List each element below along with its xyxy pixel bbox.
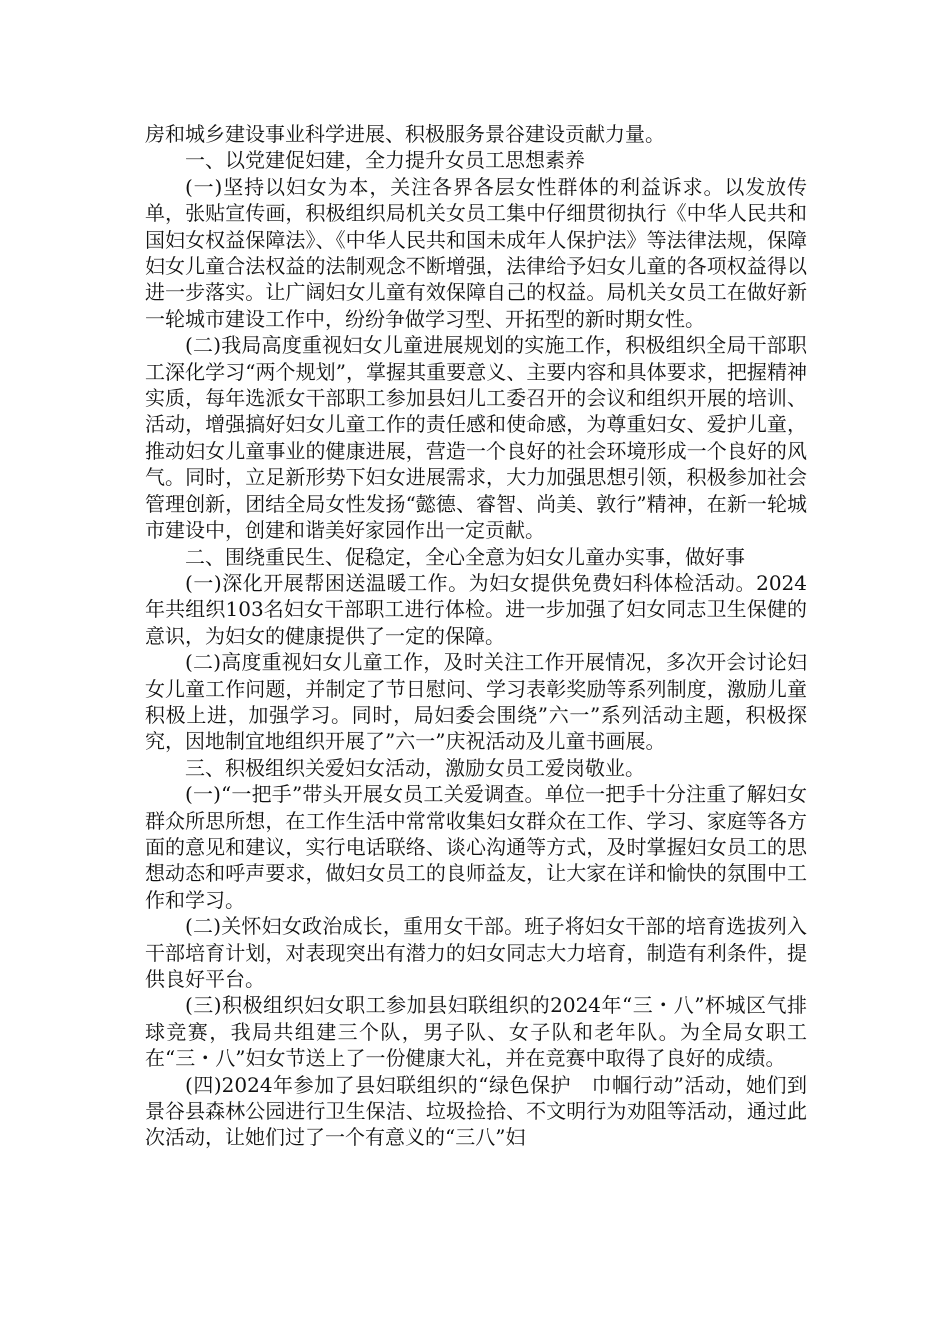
paragraph-3-1: (一)“一把手”带头开展女员工关爱调查。单位一把手十分注重了解妇女群众所思所想，在工作生活中常常收集妇女群众在工作、学习、家庭等各方面的意见和建议，实行电话联络、谈心沟通等方式，及时掌握妇女员工的思想动态和呼声要求，做妇女员工的良师益友，让大家在详和愉快的氛围中工作和学习。 — [145, 782, 807, 912]
paragraph-1-1: (一)坚持以妇女为本，关注各界各层女性群体的利益诉求。以发放传单，张贴宣传画，积极组织局机关女员工集中仔细贯彻执行《中华人民共和国妇女权益保障法》、《中华人民共和国未成年人保护法》等法律法规，保障妇女儿童合法权益的法制观念不断增强，法律给予妇女儿童的各项权益得以进一步落实。让广阔妇女儿童有效保障自己的权益。局机关女员工在做好新一轮城市建设工作中，纷纷争做学习型、开拓型的新时期女性。 — [145, 174, 807, 331]
paragraph-3-4: (四)2024年参加了县妇联组织的“绿色保护 巾帼行动”活动，她们到景谷县森林公园进行卫生保洁、垃圾捡拾、不文明行为劝阻等活动，通过此次活动，让她们过了一个有意义的“三八”妇 — [145, 1072, 807, 1150]
paragraph-2-2: (二)高度重视妇女儿童工作，及时关注工作开展情况，多次开会讨论妇女儿童工作问题，并制定了节日慰问、学习表彰奖励等系列制度，激励儿童积极上进，加强学习。同时，局妇委会围绕”六一”系列活动主题，积极探究，因地制宜地组织开展了”六一”庆祝活动及儿童书画展。 — [145, 650, 807, 754]
section-heading-2: 二、围绕重民生、促稳定，全心全意为妇女儿童办实事，做好事 — [185, 544, 745, 569]
paragraph-3-3: (三)积极组织妇女职工参加县妇联组织的2024年“三・八”杯城区气排球竞赛，我局共组建三个队，男子队、女子队和老年队。为全局女职工在“三・八”妇女节送上了一份健康大礼，并在竞赛中取得了良好的成绩。 — [145, 993, 807, 1071]
paragraph-2-1: (一)深化开展帮困送温暖工作。为妇女提供免费妇科体检活动。2024年共组织103名妇女干部职工进行体检。进一步加强了妇女同志卫生保健的意识，为妇女的健康提供了一定的保障。 — [145, 570, 807, 648]
section-heading-1: 一、以党建促妇建，全力提升女员工思想素养 — [185, 148, 585, 173]
paragraph-3-2: (二)关怀妇女政治成长，重用女干部。班子将妇女干部的培育选拔列入干部培育计划，对表现突出有潜力的妇女同志大力培育，制造有利条件，提供良好平台。 — [145, 914, 807, 991]
paragraph-continuation: 房和城乡建设事业科学进展、积极服务景谷建设贡献力量。 — [145, 122, 665, 146]
section-heading-3: 三、积极组织关爱妇女活动，激励女员工爱岗敬业。 — [185, 755, 645, 780]
paragraph-1-2: (二)我局高度重视妇女儿童进展规划的实施工作，积极组织全局干部职工深化学习“两个规划”，掌握其重要意义、主要内容和具体要求，把握精神实质，每年选派女干部职工参加县妇儿工委召开的会议和组织开展的培训、活动，增强搞好妇女儿童工作的责任感和使命感，为尊重妇女、爱护儿童，推动妇女儿童事业的健康进展，营造一个良好的社会环境形成一个良好的风气。同时，立足新形势下妇女进展需求，大力加强思想引领，积极参加社会管理创新，团结全局女性发扬“懿德、睿智、尚美、敦行”精神，在新一轮城市建设中，创建和谐美好家园作出一定贡献。 — [145, 333, 807, 543]
document-body — [145, 121, 807, 1151]
